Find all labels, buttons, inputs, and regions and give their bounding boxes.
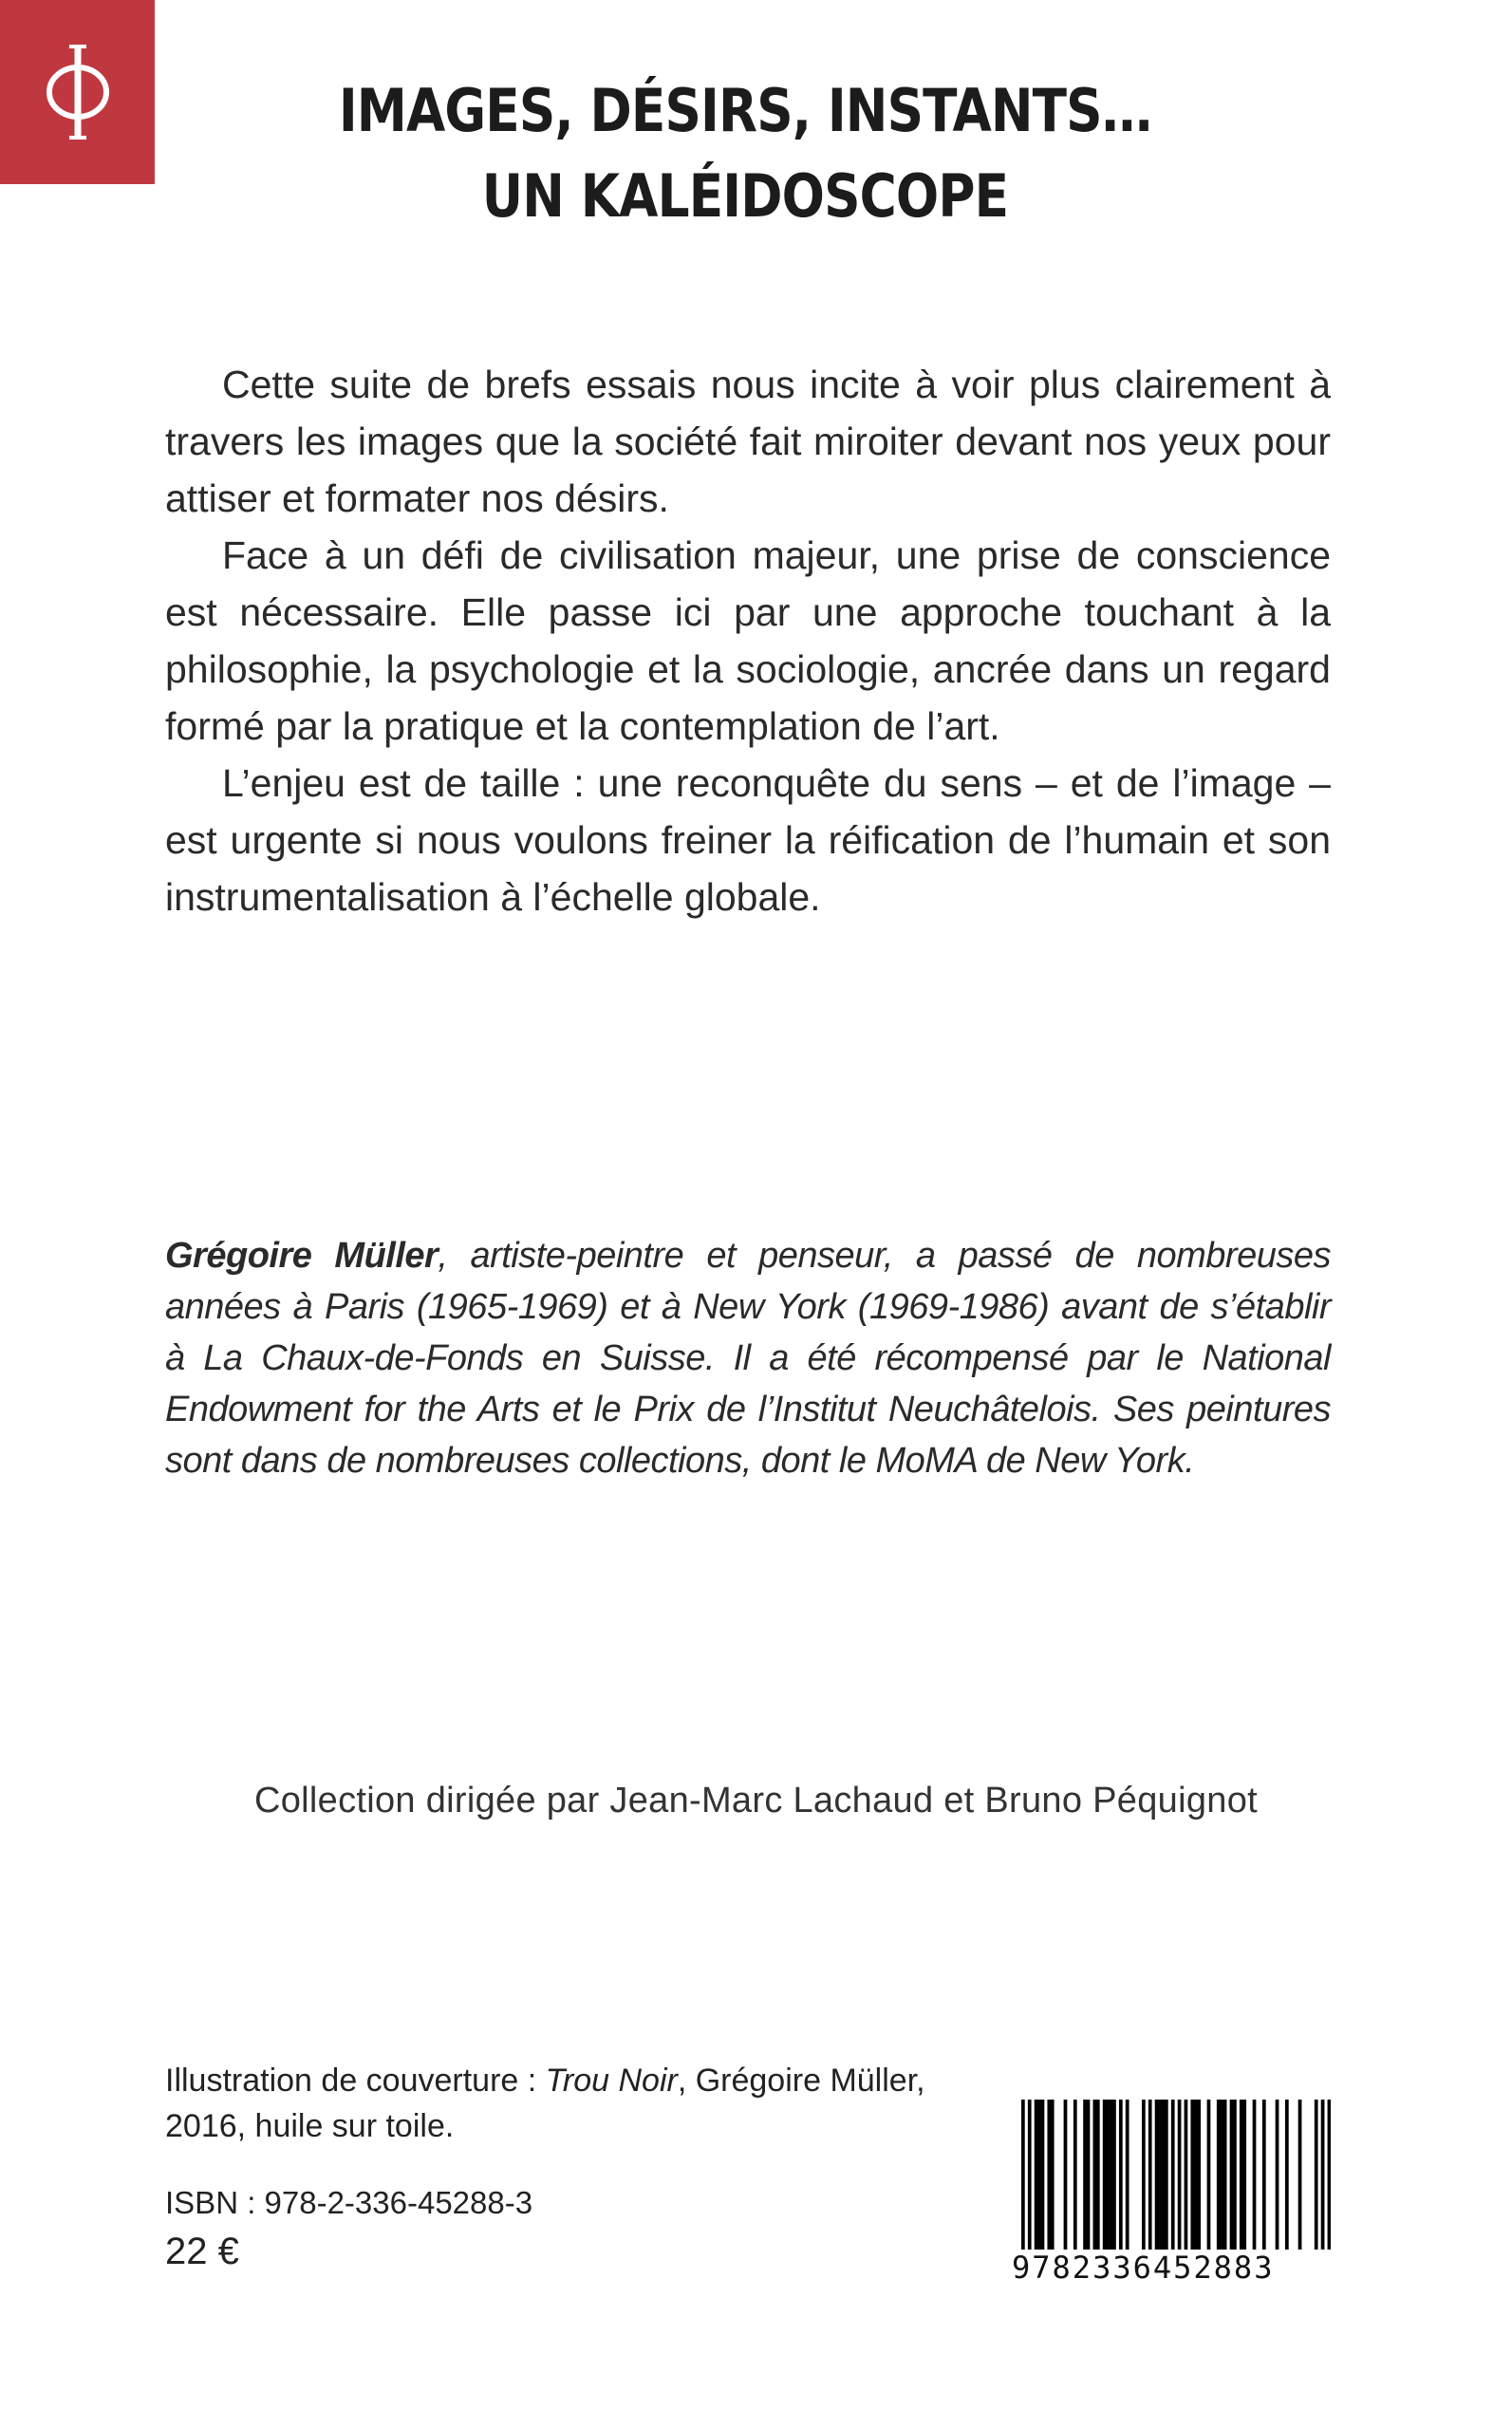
barcode-bar — [1083, 2100, 1087, 2250]
barcode — [1012, 2100, 1331, 2289]
author-name: Grégoire Müller — [165, 1236, 439, 1276]
illustration-credit — [165, 2058, 981, 2149]
illustration-work-title: Trou Noir — [545, 2063, 678, 2099]
barcode-bar — [1298, 2100, 1302, 2250]
barcode-bar — [1230, 2100, 1234, 2250]
barcode-bar — [1092, 2100, 1096, 2250]
publisher-logo — [0, 0, 155, 184]
barcode-bar — [1041, 2100, 1045, 2250]
barcode-bar — [1047, 2100, 1051, 2250]
barcode-bar — [1142, 2100, 1146, 2250]
barcode-bar — [1220, 2100, 1223, 2250]
barcode-bar — [1155, 2100, 1159, 2250]
barcode-bar — [1262, 2100, 1266, 2250]
author-bio — [165, 1230, 1331, 1486]
barcode-bar — [1223, 2100, 1227, 2250]
barcode-bar — [1165, 2100, 1168, 2250]
barcode-bar — [1207, 2100, 1211, 2250]
barcode-bar — [1190, 2100, 1194, 2250]
barcode-bar — [1119, 2100, 1123, 2250]
illustration-prefix: Illustration de couverture : — [165, 2063, 546, 2099]
barcode-bars — [1021, 2100, 1331, 2250]
back-cover-blurb — [165, 356, 1331, 925]
barcode-bar — [1126, 2100, 1129, 2250]
barcode-bar — [1321, 2100, 1325, 2250]
barcode-bar — [1178, 2100, 1182, 2250]
barcode-bar — [1064, 2100, 1068, 2250]
barcode-bar — [1103, 2100, 1107, 2250]
collection-credit: Collection dirigée par Jean-Marc Lachaud et Bruno Péquignot — [253, 1781, 1258, 1821]
title-line-2: UN KALÉIDOSCOPE — [481, 161, 1009, 231]
barcode-bar — [1162, 2100, 1166, 2250]
barcode-bar — [1037, 2100, 1041, 2250]
blurb-paragraph: Cette suite de brefs essais nous incite à voir plus clairement à travers les images que la société fait miroiter devant nos yeux pour attiser et formater nos désirs. — [165, 363, 1331, 520]
barcode-bar — [1112, 2100, 1116, 2250]
barcode-bar — [1035, 2100, 1038, 2250]
barcode-bar — [1328, 2100, 1331, 2250]
barcode-bar — [1106, 2100, 1110, 2250]
barcode-bar — [1073, 2100, 1077, 2250]
barcode-bar — [1315, 2100, 1318, 2250]
price: 22 € — [165, 2231, 239, 2272]
barcode-bar — [1194, 2100, 1198, 2250]
barcode-bar — [1051, 2100, 1055, 2250]
barcode-bar — [1240, 2100, 1243, 2250]
barcode-bar — [1276, 2100, 1279, 2250]
barcode-bar — [1197, 2100, 1201, 2250]
barcode-bar — [1285, 2100, 1289, 2250]
barcode-bar — [1110, 2100, 1113, 2250]
barcode-bar — [1158, 2100, 1162, 2250]
barcode-bar — [1028, 2100, 1032, 2250]
barcode-bar — [1171, 2100, 1175, 2250]
barcode-bar — [1217, 2100, 1221, 2250]
barcode-bar — [1185, 2100, 1188, 2250]
barcode-bar — [1233, 2100, 1237, 2250]
author-bio-text: , artiste-peintre et penseur, a passé de nombreuses années à Paris (1965-1969) et à New York (1969-1986) avant de s’établir à La Chaux-de-Fonds en Suisse. Il a été récompensé par le National Endowment for the Arts et le Prix de l’Institut Neuchâtelois. Ses peintures sont dans de nombreuses collections, dont le MoMA de New York. — [165, 1236, 1331, 1481]
blurb-paragraph: L’enjeu est de taille : une reconquête du sens – et de l’image – est urgente si nous voulons freiner la réification de l’humain et son instrumentalisation à l’échelle globale. — [165, 761, 1331, 919]
illustration-suffix: , Grégoire Müller, 2016, huile sur toile. — [165, 2063, 925, 2144]
barcode-bar — [1096, 2100, 1100, 2250]
isbn: ISBN : 978-2-336-45288-3 — [165, 2185, 533, 2220]
phi-icon — [38, 41, 118, 143]
barcode-bar — [1087, 2100, 1091, 2250]
barcode-bar — [1253, 2100, 1257, 2250]
barcode-bar — [1148, 2100, 1152, 2250]
title-line-1: IMAGES, DÉSIRS, INSTANTS… — [338, 76, 1152, 145]
blurb-paragraph: Face à un défi de civilisation majeur, une prise de conscience est nécessaire. Elle passe ici par une approche touchant à la philosophie, la psychologie et la sociologie, ancrée dans un regard formé par la pratique et la contemplation de l’art. — [165, 533, 1331, 748]
book-title — [300, 68, 1189, 239]
barcode-bar — [1242, 2100, 1246, 2250]
barcode-number: 9782336452883 — [1012, 2250, 1275, 2286]
barcode-bar — [1021, 2100, 1025, 2250]
